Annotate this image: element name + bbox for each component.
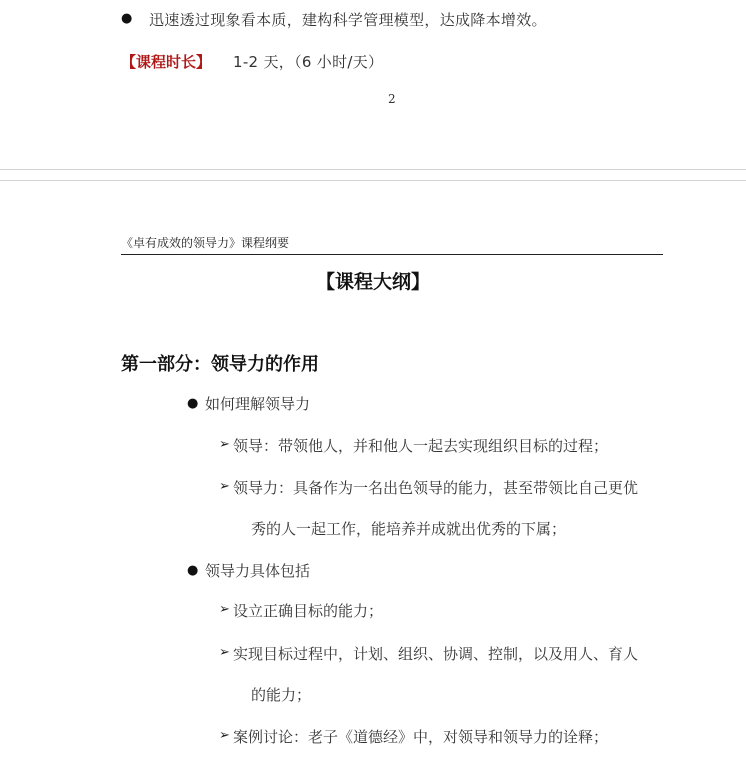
bullet-icon: ● bbox=[187, 396, 199, 411]
section-bullet-2: 领导力具体包括 bbox=[205, 562, 311, 580]
page-separator bbox=[0, 169, 746, 181]
bullet-icon: ● bbox=[187, 563, 199, 578]
arrow-bullet-icon: ➢ bbox=[219, 645, 230, 660]
sub-item-line-continued: 秀的人一起工作，能培养并成就出优秀的下属； bbox=[251, 520, 567, 538]
previous-page bbox=[0, 0, 746, 169]
section-bullet-1: 如何理解领导力 bbox=[205, 395, 311, 413]
part-heading: 第一部分：领导力的作用 bbox=[121, 354, 319, 375]
arrow-bullet-icon: ➢ bbox=[219, 602, 230, 617]
arrow-bullet-icon: ➢ bbox=[219, 728, 230, 743]
bullet-icon: ● bbox=[121, 11, 133, 26]
outline-title: 【课程大纲】 bbox=[315, 271, 430, 293]
bullet-text: 迅速透过现象看本质，建构科学管理模型，达成降本增效。 bbox=[149, 11, 547, 29]
sub-item-line: 领导力：具备作为一名出色领导的能力，甚至带领比自己更优 bbox=[233, 479, 639, 497]
duration-value: 1-2 天，（6 小时/天） bbox=[233, 53, 384, 71]
page-number: 2 bbox=[388, 92, 396, 106]
sub-item-line: 领导：带领他人，并和他人一起去实现组织目标的过程； bbox=[233, 437, 609, 455]
arrow-bullet-icon: ➢ bbox=[219, 479, 230, 494]
arrow-bullet-icon: ➢ bbox=[219, 437, 230, 452]
sub-item-line: 设立正确目标的能力； bbox=[233, 602, 384, 620]
running-header: 《卓有成效的领导力》课程纲要 bbox=[121, 236, 290, 250]
sub-item-line-continued: 的能力； bbox=[251, 686, 312, 704]
sub-item-line: 案例讨论：老子《道德经》中，对领导和领导力的诠释； bbox=[233, 728, 609, 746]
outline-page bbox=[0, 181, 746, 758]
duration-label: 【课程时长】 bbox=[121, 53, 212, 71]
sub-item-line: 实现目标过程中，计划、组织、协调、控制，以及用人、育人 bbox=[233, 645, 639, 663]
header-rule bbox=[121, 254, 663, 255]
